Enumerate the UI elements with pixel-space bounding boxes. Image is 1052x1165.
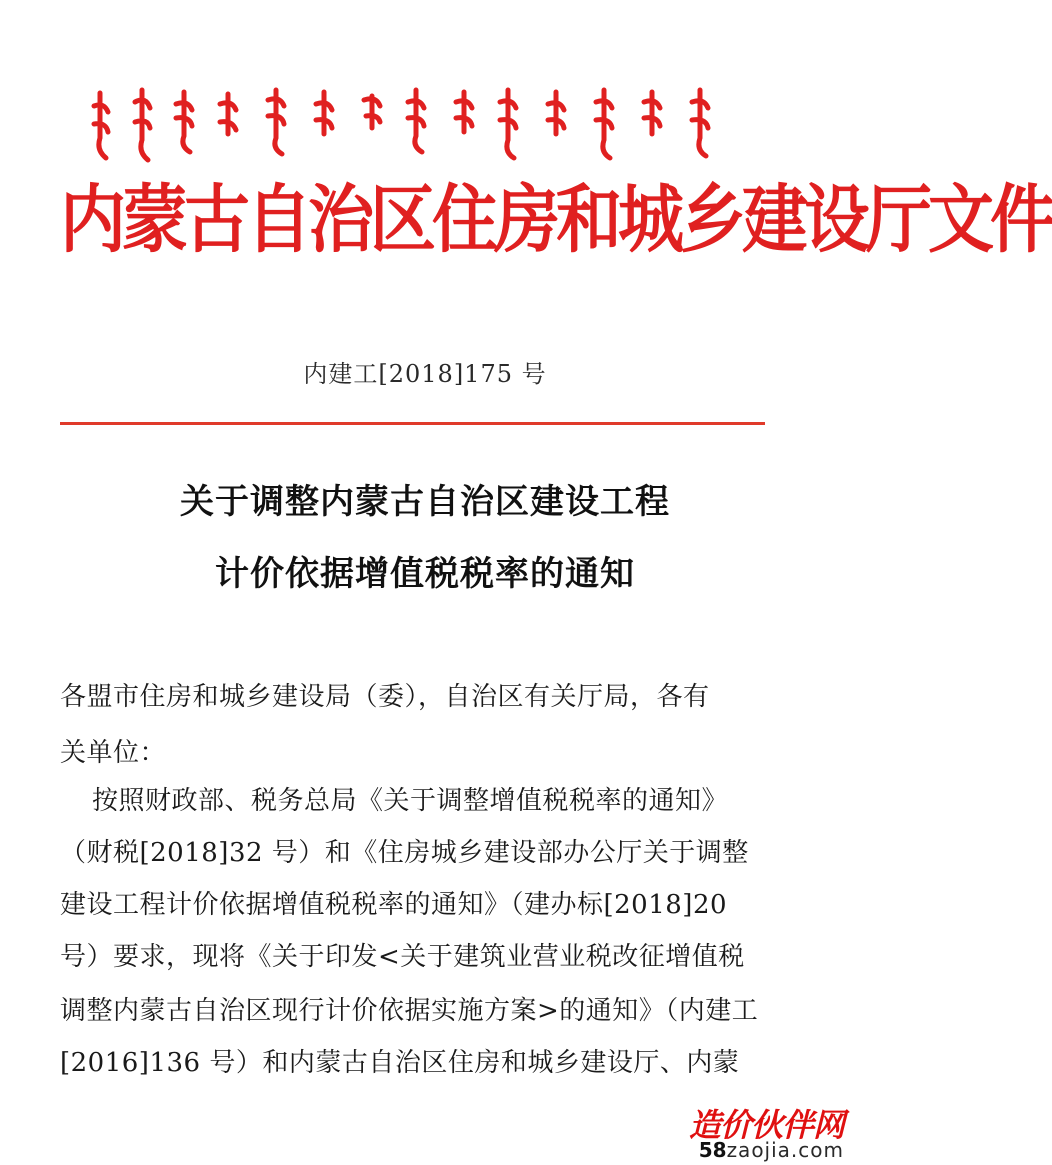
watermark-domain-line	[699, 1138, 844, 1162]
body-line-5: 建设工程计价依据增值税税率的通知》（建办标[2018]20	[60, 890, 728, 920]
body-line-8: [2016]136 号）和内蒙古自治区住房和城乡建设厅、内蒙	[60, 1048, 740, 1078]
watermark-number: 58	[698, 1138, 727, 1162]
watermark-domain: zaojia.com	[726, 1138, 844, 1162]
watermark-brand: 造价伙伴网	[688, 1106, 844, 1144]
body-line-7: 调整内蒙古自治区现行计价依据实施方案>的通知》（内建工	[60, 996, 759, 1026]
agency-title: 内蒙古自治区住房和城乡建设厅文件	[60, 176, 1052, 263]
mongolian-agency-name	[80, 78, 740, 168]
site-watermark	[675, 1098, 850, 1165]
body-line-2: 关单位：	[60, 738, 167, 768]
body-line-1: 各盟市住房和城乡建设局（委），自治区有关厅局，各有	[60, 682, 710, 712]
body-line-3: 按照财政部、税务总局《关于调整增值税税率的通知》	[92, 786, 729, 816]
document-number: 内建工[2018]175 号	[303, 360, 547, 388]
notice-title-line-2: 计价依据增值税税率的通知	[215, 554, 635, 594]
body-line-6: 号）要求，现将《关于印发<关于建筑业营业税改征增值税	[60, 942, 745, 972]
mongolian-script-graphic	[80, 78, 740, 168]
body-line-4: （财税[2018]32 号）和《住房城乡建设部办公厅关于调整	[60, 838, 749, 868]
notice-title-line-1: 关于调整内蒙古自治区建设工程	[180, 482, 670, 522]
red-divider-line	[60, 422, 765, 425]
